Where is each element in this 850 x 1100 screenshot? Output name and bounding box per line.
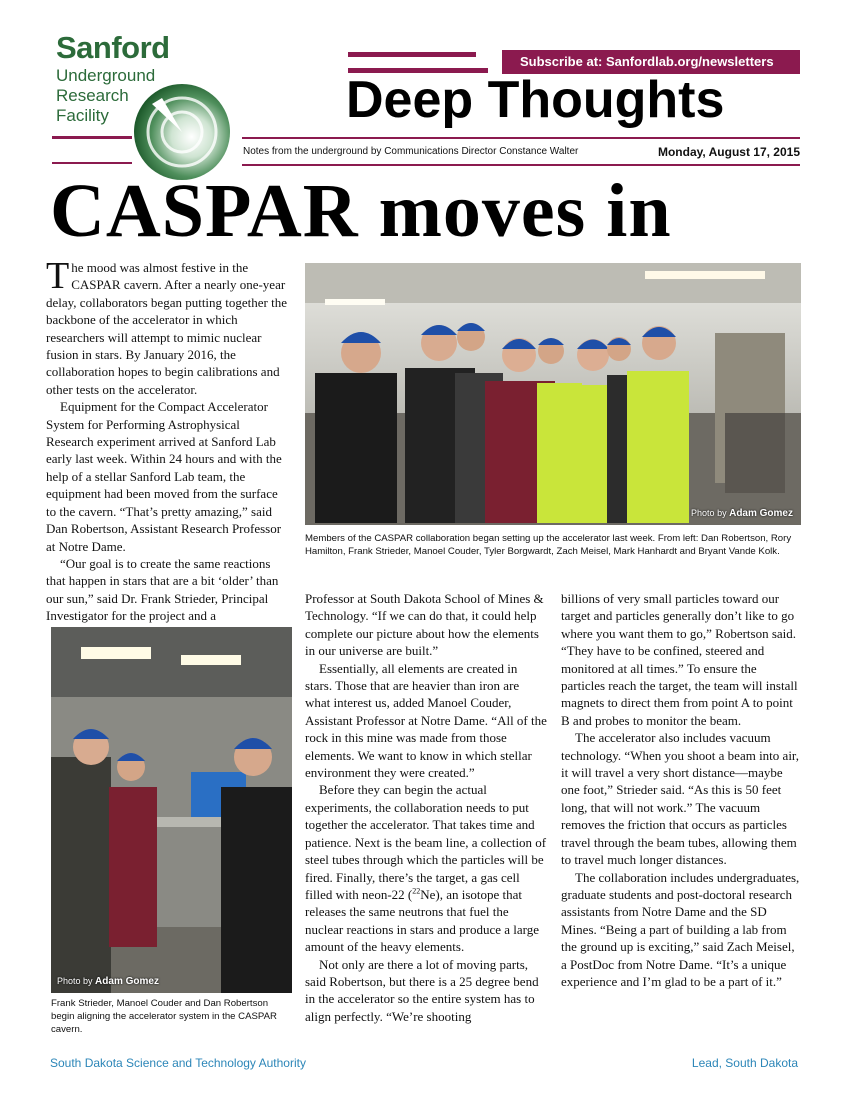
side-photo	[51, 627, 292, 993]
photo-credit: Photo by Adam Gomez	[57, 976, 159, 987]
main-photo-caption: Members of the CASPAR collaboration began setting up the accelerator last week. From left: Dan Robertson, Rory Hamilton, Frank Strieder, Manoel Couder, Tyler Borgwardt, Zach Meisel, Mark Hanhardt and Bryant Vande Kolk.	[305, 533, 792, 557]
paragraph: billions of very small particles toward our target and particles generally don’t like to go where you want them to go,” Robertson said. “They have to be confined, steered and monitored at all times.” To ensure the particles reach the target, the team will install magnets to direct them from point A to point B and probes to monitor the beam.	[561, 591, 798, 728]
logo-rule-top	[52, 136, 132, 139]
paragraph: The collaboration includes undergraduates, graduate students and post-doctoral research assistants from Notre Dame and the SD Mines. “Being a part of building a lab from the ground up is exciting,” said Zach Meisel, a PostDoc from Notre Dame. “It’s a unique experience and I’m glad to be a part of it.”	[561, 869, 800, 989]
header-rule-bottom	[242, 164, 800, 166]
paragraph: Equipment for the Compact Accelerator System for Performing Astrophysical Research experiment arrived at Sanford Lab early last week. Within 24 hours and with the help of a stellar Sanford Lab team, the equipment had been moved from the surface to the cavern. “That’s pretty amazing,” said Dan Robertson, Assistant Research Professor at Notre Dame.	[46, 399, 282, 554]
paragraph: Not only are there a lot of moving parts, said Robertson, but there is a 25 degree bend in the accelerator so the entire system has to align perfectly. “We’re shooting	[305, 956, 539, 1024]
drop-cap: T	[46, 255, 70, 297]
logo-line-3: Facility	[56, 106, 109, 125]
article-column-1	[46, 255, 290, 625]
main-photo	[305, 263, 801, 525]
paragraph: Professor at South Dakota School of Mines & Technology. “If we can do that, it could help complete our picture about how the elements in our universe are built.”	[305, 591, 544, 659]
logo-line-2: Research	[56, 86, 129, 105]
sanford-logo	[54, 30, 254, 190]
footer-organization: South Dakota Science and Technology Authority	[50, 1056, 306, 1070]
paragraph: The mood was almost festive in the CASPAR cavern. After a nearly one-year delay, collaborators began putting together the backbone of the accelerator in which researchers will attempt to mimic nuclear fusion in stars. By January 2016, the collaboration hopes to begin calibrations and other tests on the accelerator.	[46, 255, 288, 397]
logo-name: Sanford	[56, 30, 170, 65]
header-rule-top	[242, 137, 800, 139]
photo-credit: Photo by Adam Gomez	[691, 508, 793, 519]
article-column-2	[305, 590, 547, 1025]
paragraph: “Our goal is to create the same reactions that happen in stars that are a bit ‘older’ than our sun,” said Dr. Frank Strieder, Principal Investigator for the project and a	[46, 555, 279, 624]
article-headline: CASPAR moves in	[50, 169, 672, 253]
tagline: Notes from the underground by Communications Director Constance Walter	[243, 146, 579, 157]
logo-line-1: Underground	[56, 66, 156, 85]
logo-orb-icon	[132, 82, 232, 182]
paragraph: The accelerator also includes vacuum technology. “When you shoot a beam into air, it will travel a very short distance—maybe one foot,” Strieder said. “As this is 50 feet long, that will not work.” The vacuum removes the friction that occurs as particles travel through the beam tubes, allowing them to travel much longer distances.	[561, 730, 799, 868]
logo-rule-bottom	[52, 162, 132, 164]
paragraph: Essentially, all elements are created in stars. Those that are heavier than iron are what interest us, added Manoel Couder, Assistant Professor at Notre Dame. “All of the rock in this mine was made from those elements. We want to know in which stellar environment they were created.”	[305, 660, 547, 781]
footer-location: Lead, South Dakota	[691, 1056, 798, 1070]
side-photo-caption: Frank Strieder, Manoel Couder and Dan Robertson begin aligning the accelerator system in the CASPAR cavern.	[51, 998, 277, 1035]
article-column-3	[561, 590, 801, 990]
group-photo-illustration	[305, 263, 801, 525]
issue-date: Monday, August 17, 2015	[657, 145, 800, 159]
alignment-photo-illustration	[51, 627, 292, 993]
masthead-title: Deep Thoughts	[346, 71, 725, 129]
paragraph: Before they can begin the actual experiments, the collaboration needs to put together the accelerator. That takes time and patience. Next is the beam line, a collection of steel tubes through which the particles will be fired. Finally, there’s the target, a gas cell filled with neon-22 ($^{22}$Ne), an isotope that releases the same neutrons that fuel the nuclear reactions in stars and produce a large amount of the heavy elements.	[305, 782, 547, 955]
subscribe-banner[interactable]: Subscribe at: Sanfordlab.org/newsletters	[502, 50, 800, 74]
